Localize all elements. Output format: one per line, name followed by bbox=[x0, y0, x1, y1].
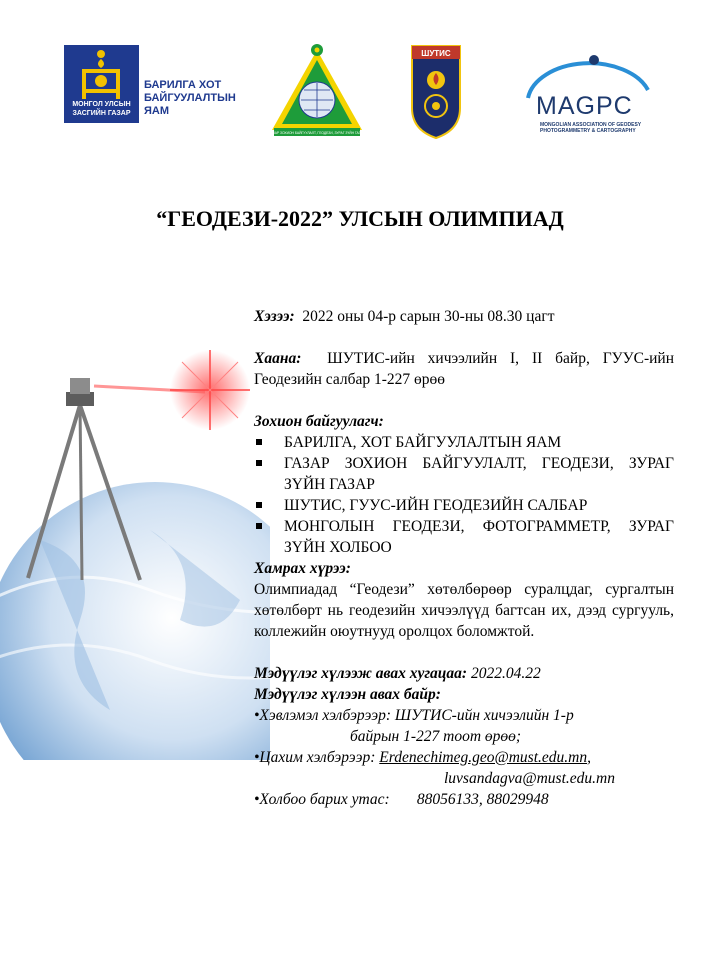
university-shield-text: ШУТИС bbox=[421, 49, 451, 58]
organizers-label: Зохион байгуулагч: bbox=[254, 413, 384, 430]
agency-emblem-icon bbox=[268, 42, 366, 138]
logo-row bbox=[0, 40, 720, 150]
when-value: 2022 оны 04-р сарын 30-ны 08.30 цагт bbox=[302, 308, 555, 325]
scope-label: Хамрах хүрээ: bbox=[254, 560, 351, 577]
submission-label: Мэдүүлэг хүлээн авах байр: bbox=[254, 686, 441, 703]
ministry-emblem bbox=[64, 45, 139, 123]
ministry-emblem-text: МОНГОЛ УЛСЫН ЗАСГИЙН ГАЗАР bbox=[72, 101, 131, 117]
deadline-label: Мэдүүлэг хүлээж авах хугацаа: bbox=[254, 665, 468, 682]
globe-icon bbox=[0, 482, 270, 760]
email-label: •Цахим хэлбэрээр: bbox=[254, 749, 376, 766]
when-label: Хэзээ: bbox=[254, 308, 295, 325]
printed-submission-line-2: байрын 1-227 тоот өрөө; bbox=[350, 728, 522, 745]
organizer-item: МОНГОЛЫН ГЕОДЕЗИ, ФОТОГРАММЕТР, ЗУРАГ ЗҮЙН ХОЛБОО bbox=[254, 516, 674, 558]
scope-text: Олимпиадад “Геодези” хөтөлбөрөөр суралцдаг, сургалтын хөтөлбөрт нь геодезийн хичээлүүд багтсан их, дээд сургууль, коллежийн оюутнууд оролцох боломжтой. bbox=[254, 581, 674, 640]
university-shield-icon bbox=[410, 42, 462, 140]
agency-caption: ГАЗАР ЗОХИОН БАЙГУУЛАЛТ, ГЕОДЕЗИ, ЗУРАГ ЗҮЙН ГАЗАР bbox=[269, 131, 365, 135]
organizer-item: ГАЗАР ЗОХИОН БАЙГУУЛАЛТ, ГЕОДЕЗИ, ЗУРАГ ЗҮЙН ГАЗАР bbox=[254, 453, 674, 495]
organizers-list bbox=[254, 432, 674, 558]
email-separator: , bbox=[587, 749, 591, 766]
email-link-2[interactable]: luvsandagva@must.edu.mn bbox=[444, 770, 615, 787]
phone-row bbox=[254, 789, 674, 810]
globe-tripod-illustration bbox=[0, 280, 270, 760]
where-row bbox=[254, 348, 674, 390]
agency-logo bbox=[268, 42, 366, 138]
organizer-item: ШУТИС, ГУУС-ИЙН ГЕОДЕЗИЙН САЛБАР bbox=[254, 495, 674, 516]
deadline-value: 2022.04.22 bbox=[470, 665, 541, 682]
printed-submission-line: •Хэвлэмэл хэлбэрээр: ШУТИС-ийн хичээлийн 1-р bbox=[254, 707, 574, 724]
ministry-name: БАРИЛГА ХОТ БАЙГУУЛАЛТЫН ЯАМ bbox=[144, 79, 236, 117]
magpc-subtitle: MONGOLIAN ASSOCIATION OF GEODESY PHOTOGRAMMETRY & CARTOGRAPHY bbox=[540, 122, 642, 134]
where-value: ШУТИС-ийн хичээлийн I, II байр, ГУУС-ийн Геодезийн салбар 1-227 өрөө bbox=[254, 350, 675, 388]
ministry-logo bbox=[64, 45, 254, 135]
university-logo bbox=[410, 42, 462, 140]
email-submission-line bbox=[254, 747, 674, 768]
phone-label: •Холбоо барих утас: bbox=[254, 791, 390, 808]
email-link-1[interactable]: Erdenechimeg.geo@must.edu.mn bbox=[379, 749, 588, 766]
page-title: “ГЕОДЕЗИ-2022” УЛСЫН ОЛИМПИАД bbox=[156, 206, 564, 231]
magpc-logo bbox=[518, 50, 658, 140]
where-label: Хаана: bbox=[254, 350, 302, 367]
organizer-item: БАРИЛГА, ХОТ БАЙГУУЛАЛТЫН ЯАМ bbox=[254, 432, 674, 453]
phone-value: 88056133, 88029948 bbox=[416, 791, 549, 808]
when-row bbox=[254, 306, 674, 327]
info-content bbox=[254, 306, 674, 810]
deadline-row bbox=[254, 663, 674, 684]
magpc-title: MAGPC bbox=[536, 92, 633, 120]
